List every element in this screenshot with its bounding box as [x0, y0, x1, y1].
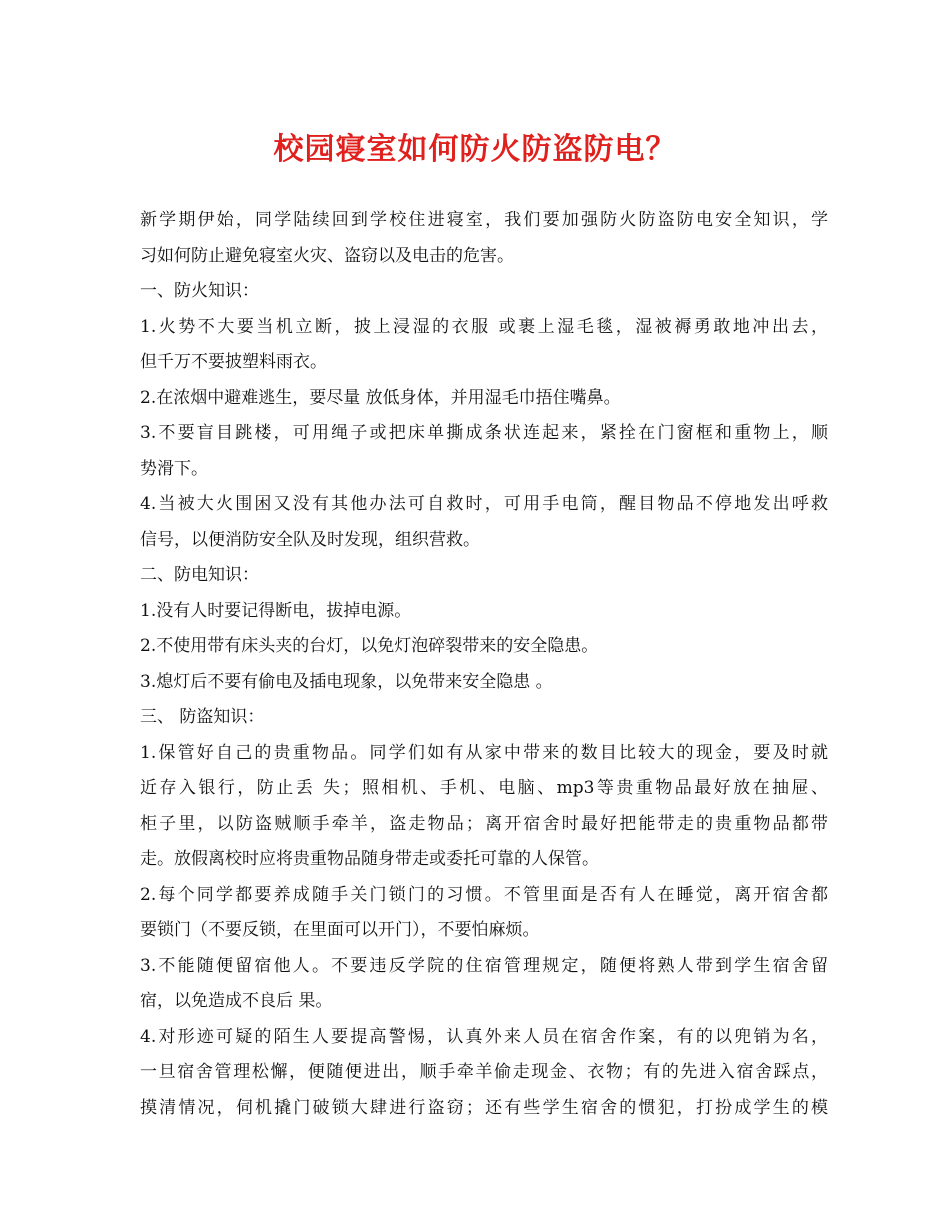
document-body — [140, 203, 828, 1126]
paragraph-line: 要锁门（不要反锁，在里面可以开门），不要怕麻烦。 — [140, 920, 540, 940]
paragraph-line: 4.对形迹可疑的陌生人要提高警惕，认真外来人员在宿舍作案，有的以兜销为名， — [140, 1026, 828, 1047]
paragraph-line: 3.不要盲目跳楼，可用绳子或把床单撕成条状连起来，紧拴在门窗框和重物上，顺 — [140, 423, 828, 443]
paragraph-line: 2.不使用带有床头夹的台灯，以免灯泡碎裂带来的安全隐患。 — [140, 636, 599, 656]
section-heading: 三、 防盗知识： — [140, 707, 265, 727]
paragraph-line: 近存入银行，防止丢 失；照相机、手机、电脑、mp3等贵重物品最好放在抽屉、 — [140, 778, 828, 798]
paragraph-line: 摸清情况，伺机撬门破锁大肆进行盗窃；还有些学生宿舍的惯犯，打扮成学生的模 — [140, 1097, 828, 1118]
document-title: 校园寝室如何防火防盗防电？ — [273, 132, 677, 167]
paragraph-line: 信号，以便消防安全队及时发现，组织营救。 — [140, 529, 480, 550]
paragraph-line: 但千万不要披塑料雨衣。 — [140, 352, 327, 372]
paragraph-line: 2.在浓烟中避难逃生，要尽量 放低身体，并用湿毛巾捂住嘴鼻。 — [140, 387, 621, 408]
paragraph-line: 1.没有人时要记得断电，拔掉电源。 — [140, 600, 412, 621]
section-heading: 一、防火知识： — [140, 281, 259, 301]
paragraph-line: 3.不能随便留宿他人。不要违反学院的住宿管理规定，随便将熟人带到学生宿舍留 — [140, 955, 828, 976]
paragraph-line: 1.火势不大要当机立断，披上浸湿的衣服 或裹上湿毛毯，湿被褥勇敢地冲出去， — [140, 316, 828, 337]
paragraph-line: 宿，以免造成不良后 果。 — [140, 991, 333, 1011]
paragraph-line: 习如何防止避免寝室火灾、盗窃以及电击的危害。 — [140, 245, 514, 266]
section-heading: 二、防电知识： — [140, 565, 259, 585]
paragraph-line: 新学期伊始，同学陆续回到学校住进寝室，我们要加强防火防盗防电安全知识，学 — [140, 210, 828, 230]
paragraph-line: 一旦宿舍管理松懈，便随便进出，顺手牵羊偷走现金、衣物；有的先进入宿舍踩点， — [140, 1062, 828, 1082]
paragraph-line: 2.每个同学都要养成随手关门锁门的习惯。不管里面是否有人在睡觉，离开宿舍都 — [140, 884, 828, 905]
paragraph-line: 走。放假离校时应将贵重物品随身带走或委托可靠的人保管。 — [140, 849, 599, 869]
paragraph-line: 1.保管好自己的贵重物品。同学们如有从家中带来的数目比较大的现金，要及时就 — [140, 742, 828, 763]
paragraph-line: 4.当被大火围困又没有其他办法可自救时，可用手电筒，醒目物品不停地发出呼救 — [140, 494, 828, 514]
paragraph-line: 3.熄灯后不要有偷电及插电现象，以免带来安全隐患 。 — [140, 671, 553, 692]
paragraph-line: 势滑下。 — [140, 458, 208, 479]
paragraph-line: 柜子里，以防盗贼顺手牵羊，盗走物品；离开宿舍时最好把能带走的贵重物品都带 — [140, 813, 828, 834]
